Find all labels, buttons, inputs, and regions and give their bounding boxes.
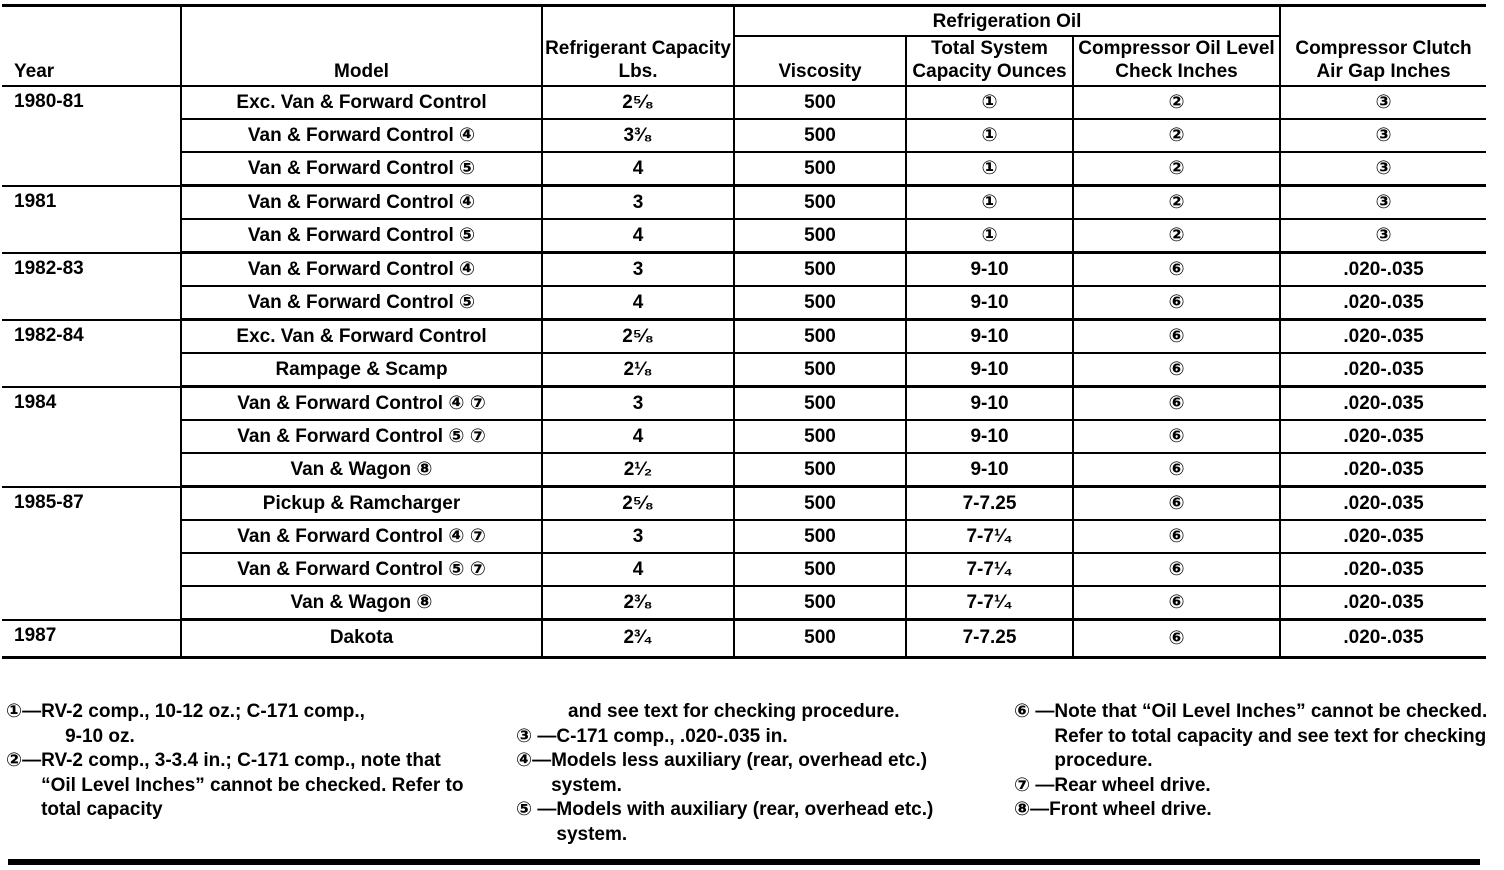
model-cell: Pickup & Ramcharger	[181, 487, 542, 521]
refrigerant-capacity-cell: 2¹⁄₂	[542, 453, 734, 487]
air-gap-cell: .020-.035	[1280, 620, 1486, 658]
air-gap-cell: ③	[1280, 152, 1486, 186]
table-row	[2, 353, 1486, 387]
air-gap-cell: .020-.035	[1280, 553, 1486, 586]
air-gap-cell: .020-.035	[1280, 520, 1486, 553]
refrigerant-capacity-cell: 2⁵⁄₈	[542, 487, 734, 521]
footnote-text: Note that “Oil Level Inches” cannot be checked. Refer to total capacity and see text for checking procedure.	[1054, 701, 1488, 771]
model-cell: Van & Forward Control ⑤	[181, 152, 542, 186]
footnote-text: Front wheel drive.	[1049, 799, 1212, 820]
refrigerant-capacity-cell: 2⁵⁄₈	[542, 86, 734, 119]
table-row	[2, 520, 1486, 553]
header-clutch-air-gap: Compressor Clutch Air Gap Inches	[1280, 6, 1486, 87]
model-cell: Dakota	[181, 620, 542, 658]
table-row	[2, 487, 1486, 521]
ac-specifications-table	[2, 4, 1486, 659]
oil-check-cell: ⑥	[1073, 353, 1280, 387]
oil-check-cell: ②	[1073, 119, 1280, 152]
air-gap-cell: .020-.035	[1280, 387, 1486, 421]
total-capacity-cell: ①	[906, 152, 1073, 186]
year-cell: 1985-87	[2, 487, 181, 620]
header-refrigerant-capacity: Refrigerant Capacity Lbs.	[542, 6, 734, 87]
table-row	[2, 420, 1486, 453]
air-gap-cell: ③	[1280, 219, 1486, 253]
year-cell: 1984	[2, 387, 181, 487]
refrigerant-capacity-cell: 3	[542, 387, 734, 421]
oil-check-cell: ⑥	[1073, 553, 1280, 586]
air-gap-cell: .020-.035	[1280, 353, 1486, 387]
air-gap-cell: ③	[1280, 119, 1486, 152]
model-cell: Rampage & Scamp	[181, 353, 542, 387]
table-row	[2, 186, 1486, 220]
footnote-marker: ①—	[6, 701, 42, 722]
oil-check-cell: ⑥	[1073, 520, 1280, 553]
model-cell: Van & Forward Control ⑤	[181, 219, 542, 253]
table-row	[2, 553, 1486, 586]
year-cell: 1980-81	[2, 86, 181, 186]
model-cell: Van & Forward Control ④	[181, 119, 542, 152]
air-gap-cell: .020-.035	[1280, 487, 1486, 521]
footnote-6	[1014, 700, 1496, 774]
footnote-4	[516, 749, 996, 798]
footnote-text: Models with auxiliary (rear, overhead etc.) system.	[556, 799, 934, 845]
refrigerant-capacity-cell: 3	[542, 253, 734, 287]
model-cell: Van & Forward Control ⑤ ⑦	[181, 420, 542, 453]
footnote-marker: ⑥ —	[1014, 701, 1055, 722]
footnote-8	[1014, 798, 1496, 823]
refrigerant-capacity-cell: 2¹⁄₈	[542, 353, 734, 387]
oil-check-cell: ②	[1073, 152, 1280, 186]
total-capacity-cell: ①	[906, 119, 1073, 152]
total-capacity-cell: ①	[906, 186, 1073, 220]
footnotes-column-2	[516, 700, 996, 847]
footnote-text: RV-2 comp., 3-3.4 in.; C-171 comp., note that “Oil Level Inches” cannot be checked. Refer to total capacity	[41, 750, 464, 820]
air-gap-cell: .020-.035	[1280, 320, 1486, 354]
oil-check-cell: ⑥	[1073, 453, 1280, 487]
table-body	[2, 86, 1486, 657]
oil-check-cell: ⑥	[1073, 620, 1280, 658]
header-viscosity: Viscosity	[734, 36, 906, 86]
air-gap-cell: ③	[1280, 86, 1486, 119]
viscosity-cell: 500	[734, 219, 906, 253]
header-total-system-capacity: Total System Capacity Ounces	[906, 36, 1073, 86]
oil-check-cell: ⑥	[1073, 420, 1280, 453]
footnote-text: C-171 comp., .020-.035 in.	[556, 725, 788, 747]
header-year: Year	[2, 6, 181, 87]
total-capacity-cell: 9-10	[906, 320, 1073, 354]
air-gap-cell: .020-.035	[1280, 286, 1486, 320]
viscosity-cell: 500	[734, 186, 906, 220]
viscosity-cell: 500	[734, 387, 906, 421]
table-row	[2, 387, 1486, 421]
model-cell: Van & Forward Control ④ ⑦	[181, 520, 542, 553]
footnote-marker: ⑤ —	[516, 799, 557, 820]
viscosity-cell: 500	[734, 553, 906, 586]
air-gap-cell: .020-.035	[1280, 253, 1486, 287]
footnote-marker: ③ —	[516, 725, 557, 747]
viscosity-cell: 500	[734, 520, 906, 553]
refrigerant-capacity-cell: 4	[542, 152, 734, 186]
viscosity-cell: 500	[734, 286, 906, 320]
refrigerant-capacity-cell: 4	[542, 286, 734, 320]
model-cell: Van & Forward Control ⑤	[181, 286, 542, 320]
refrigerant-capacity-cell: 4	[542, 219, 734, 253]
viscosity-cell: 500	[734, 253, 906, 287]
header-oil-level-check: Compressor Oil Level Check Inches	[1073, 36, 1280, 86]
model-cell: Exc. Van & Forward Control	[181, 320, 542, 354]
footnote-marker: ⑦ —	[1014, 774, 1055, 796]
total-capacity-cell: 9-10	[906, 387, 1073, 421]
oil-check-cell: ⑥	[1073, 320, 1280, 354]
refrigerant-capacity-cell: 3³⁄₈	[542, 119, 734, 152]
model-cell: Van & Forward Control ⑤ ⑦	[181, 553, 542, 586]
total-capacity-cell: 7-7¹⁄₄	[906, 586, 1073, 620]
table-row	[2, 286, 1486, 320]
total-capacity-cell: 9-10	[906, 453, 1073, 487]
total-capacity-cell: 7-7¹⁄₄	[906, 553, 1073, 586]
footnote-2	[6, 749, 476, 823]
table-row	[2, 586, 1486, 620]
table-row	[2, 219, 1486, 253]
footnote-1	[6, 700, 476, 749]
model-cell: Van & Wagon ⑧	[181, 586, 542, 620]
year-cell: 1981	[2, 186, 181, 253]
table-row	[2, 620, 1486, 658]
model-cell: Van & Forward Control ④ ⑦	[181, 387, 542, 421]
footnote-marker: ⑧—	[1014, 799, 1050, 820]
refrigerant-capacity-cell: 3	[542, 186, 734, 220]
total-capacity-cell: 9-10	[906, 353, 1073, 387]
refrigerant-capacity-cell: 2³⁄₄	[542, 620, 734, 658]
viscosity-cell: 500	[734, 420, 906, 453]
total-capacity-cell: 7-7.25	[906, 487, 1073, 521]
header-refrigeration-oil: Refrigeration Oil	[734, 6, 1280, 37]
table-row	[2, 320, 1486, 354]
table-row	[2, 152, 1486, 186]
oil-check-cell: ⑥	[1073, 487, 1280, 521]
total-capacity-cell: 7-7¹⁄₄	[906, 520, 1073, 553]
oil-check-cell: ⑥	[1073, 586, 1280, 620]
footnote-text: Models less auxiliary (rear, overhead etc.) system.	[551, 750, 928, 796]
viscosity-cell: 500	[734, 86, 906, 119]
footnote-text: Rear wheel drive.	[1054, 774, 1211, 796]
footnote-7	[1014, 774, 1496, 799]
footnote-5	[516, 798, 996, 847]
footnote-text: RV-2 comp., 10-12 oz.; C-171 comp., 9-10 oz.	[41, 701, 365, 747]
bottom-rule	[8, 859, 1480, 865]
oil-check-cell: ②	[1073, 186, 1280, 220]
total-capacity-cell: 9-10	[906, 286, 1073, 320]
model-cell: Van & Forward Control ④	[181, 186, 542, 220]
year-cell: 1987	[2, 620, 181, 658]
model-cell: Van & Forward Control ④	[181, 253, 542, 287]
total-capacity-cell: 9-10	[906, 253, 1073, 287]
footnote-marker: ②—	[6, 750, 42, 771]
refrigerant-capacity-cell: 2⁵⁄₈	[542, 320, 734, 354]
header-model: Model	[181, 6, 542, 87]
refrigerant-capacity-cell: 4	[542, 553, 734, 586]
viscosity-cell: 500	[734, 487, 906, 521]
oil-check-cell: ⑥	[1073, 387, 1280, 421]
viscosity-cell: 500	[734, 353, 906, 387]
refrigerant-capacity-cell: 2³⁄₈	[542, 586, 734, 620]
model-cell: Exc. Van & Forward Control	[181, 86, 542, 119]
footnote-2-continued	[516, 700, 996, 725]
refrigerant-capacity-cell: 4	[542, 420, 734, 453]
air-gap-cell: ③	[1280, 186, 1486, 220]
footnotes-column-1	[6, 700, 476, 823]
footnote-marker: ④—	[516, 750, 552, 771]
table-row	[2, 119, 1486, 152]
total-capacity-cell: ①	[906, 86, 1073, 119]
year-cell: 1982-84	[2, 320, 181, 387]
total-capacity-cell: 7-7.25	[906, 620, 1073, 658]
air-gap-cell: .020-.035	[1280, 453, 1486, 487]
viscosity-cell: 500	[734, 152, 906, 186]
total-capacity-cell: 9-10	[906, 420, 1073, 453]
viscosity-cell: 500	[734, 119, 906, 152]
year-cell: 1982-83	[2, 253, 181, 320]
footnote-text: and see text for checking procedure.	[568, 701, 900, 722]
footnotes-column-3	[1014, 700, 1496, 823]
oil-check-cell: ⑥	[1073, 286, 1280, 320]
footnote-3	[516, 725, 996, 750]
air-gap-cell: .020-.035	[1280, 420, 1486, 453]
total-capacity-cell: ①	[906, 219, 1073, 253]
table-header	[2, 6, 1486, 87]
oil-check-cell: ②	[1073, 86, 1280, 119]
viscosity-cell: 500	[734, 620, 906, 658]
refrigerant-capacity-cell: 3	[542, 520, 734, 553]
viscosity-cell: 500	[734, 453, 906, 487]
viscosity-cell: 500	[734, 586, 906, 620]
table-row	[2, 253, 1486, 287]
oil-check-cell: ⑥	[1073, 253, 1280, 287]
table-row	[2, 86, 1486, 119]
oil-check-cell: ②	[1073, 219, 1280, 253]
table-row	[2, 453, 1486, 487]
air-gap-cell: .020-.035	[1280, 586, 1486, 620]
model-cell: Van & Wagon ⑧	[181, 453, 542, 487]
viscosity-cell: 500	[734, 320, 906, 354]
